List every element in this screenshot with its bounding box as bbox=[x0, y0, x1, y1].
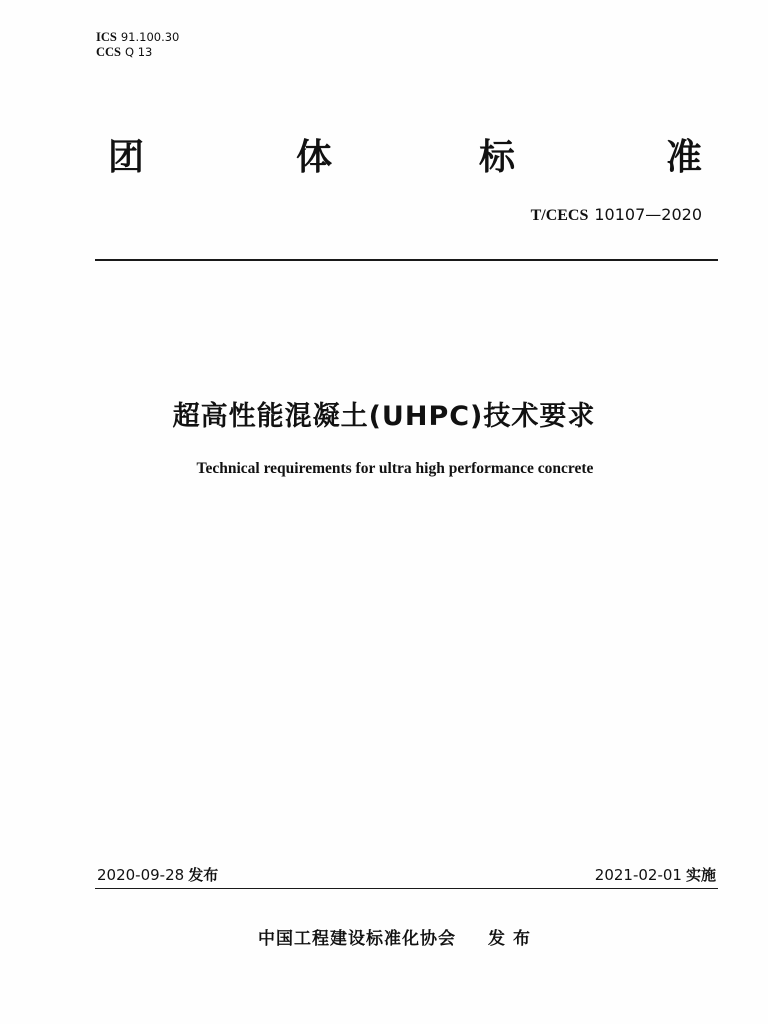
publisher-verb: 发布 bbox=[488, 929, 538, 949]
issue-label: 发布 bbox=[188, 866, 219, 884]
standard-number bbox=[531, 205, 702, 225]
publisher-line bbox=[258, 924, 538, 949]
standard-type-char-3: 标 bbox=[479, 137, 516, 178]
implement-date: 2021-02-01 bbox=[594, 866, 682, 884]
ics-label: ICS bbox=[96, 30, 117, 44]
issue-date: 2020-09-28 bbox=[97, 866, 185, 884]
top-divider bbox=[95, 259, 718, 261]
implement-date-block bbox=[595, 864, 716, 885]
title-english: Technical requirements for ultra high performance concrete bbox=[196, 460, 594, 477]
standard-type-char-2: 体 bbox=[296, 137, 333, 178]
bottom-divider bbox=[95, 888, 718, 889]
classification-codes bbox=[96, 30, 179, 60]
ics-code: 91.100.30 bbox=[120, 30, 180, 44]
implement-label: 实施 bbox=[685, 866, 716, 884]
standard-type-char-4: 准 bbox=[666, 137, 703, 178]
ics-row bbox=[96, 30, 179, 45]
standard-number-code: 10107—2020 bbox=[594, 205, 702, 224]
title-chinese: 超高性能混凝土(UHPC)技术要求 bbox=[172, 401, 596, 432]
ccs-label: CCS bbox=[96, 45, 122, 59]
standard-number-prefix: T/CECS bbox=[530, 207, 589, 224]
ccs-code: Q 13 bbox=[125, 45, 153, 59]
publisher-name: 中国工程建设标准化协会 bbox=[258, 929, 456, 949]
issue-date-block bbox=[97, 864, 218, 885]
ccs-row bbox=[96, 45, 179, 60]
standard-type-char-1: 团 bbox=[108, 137, 145, 178]
